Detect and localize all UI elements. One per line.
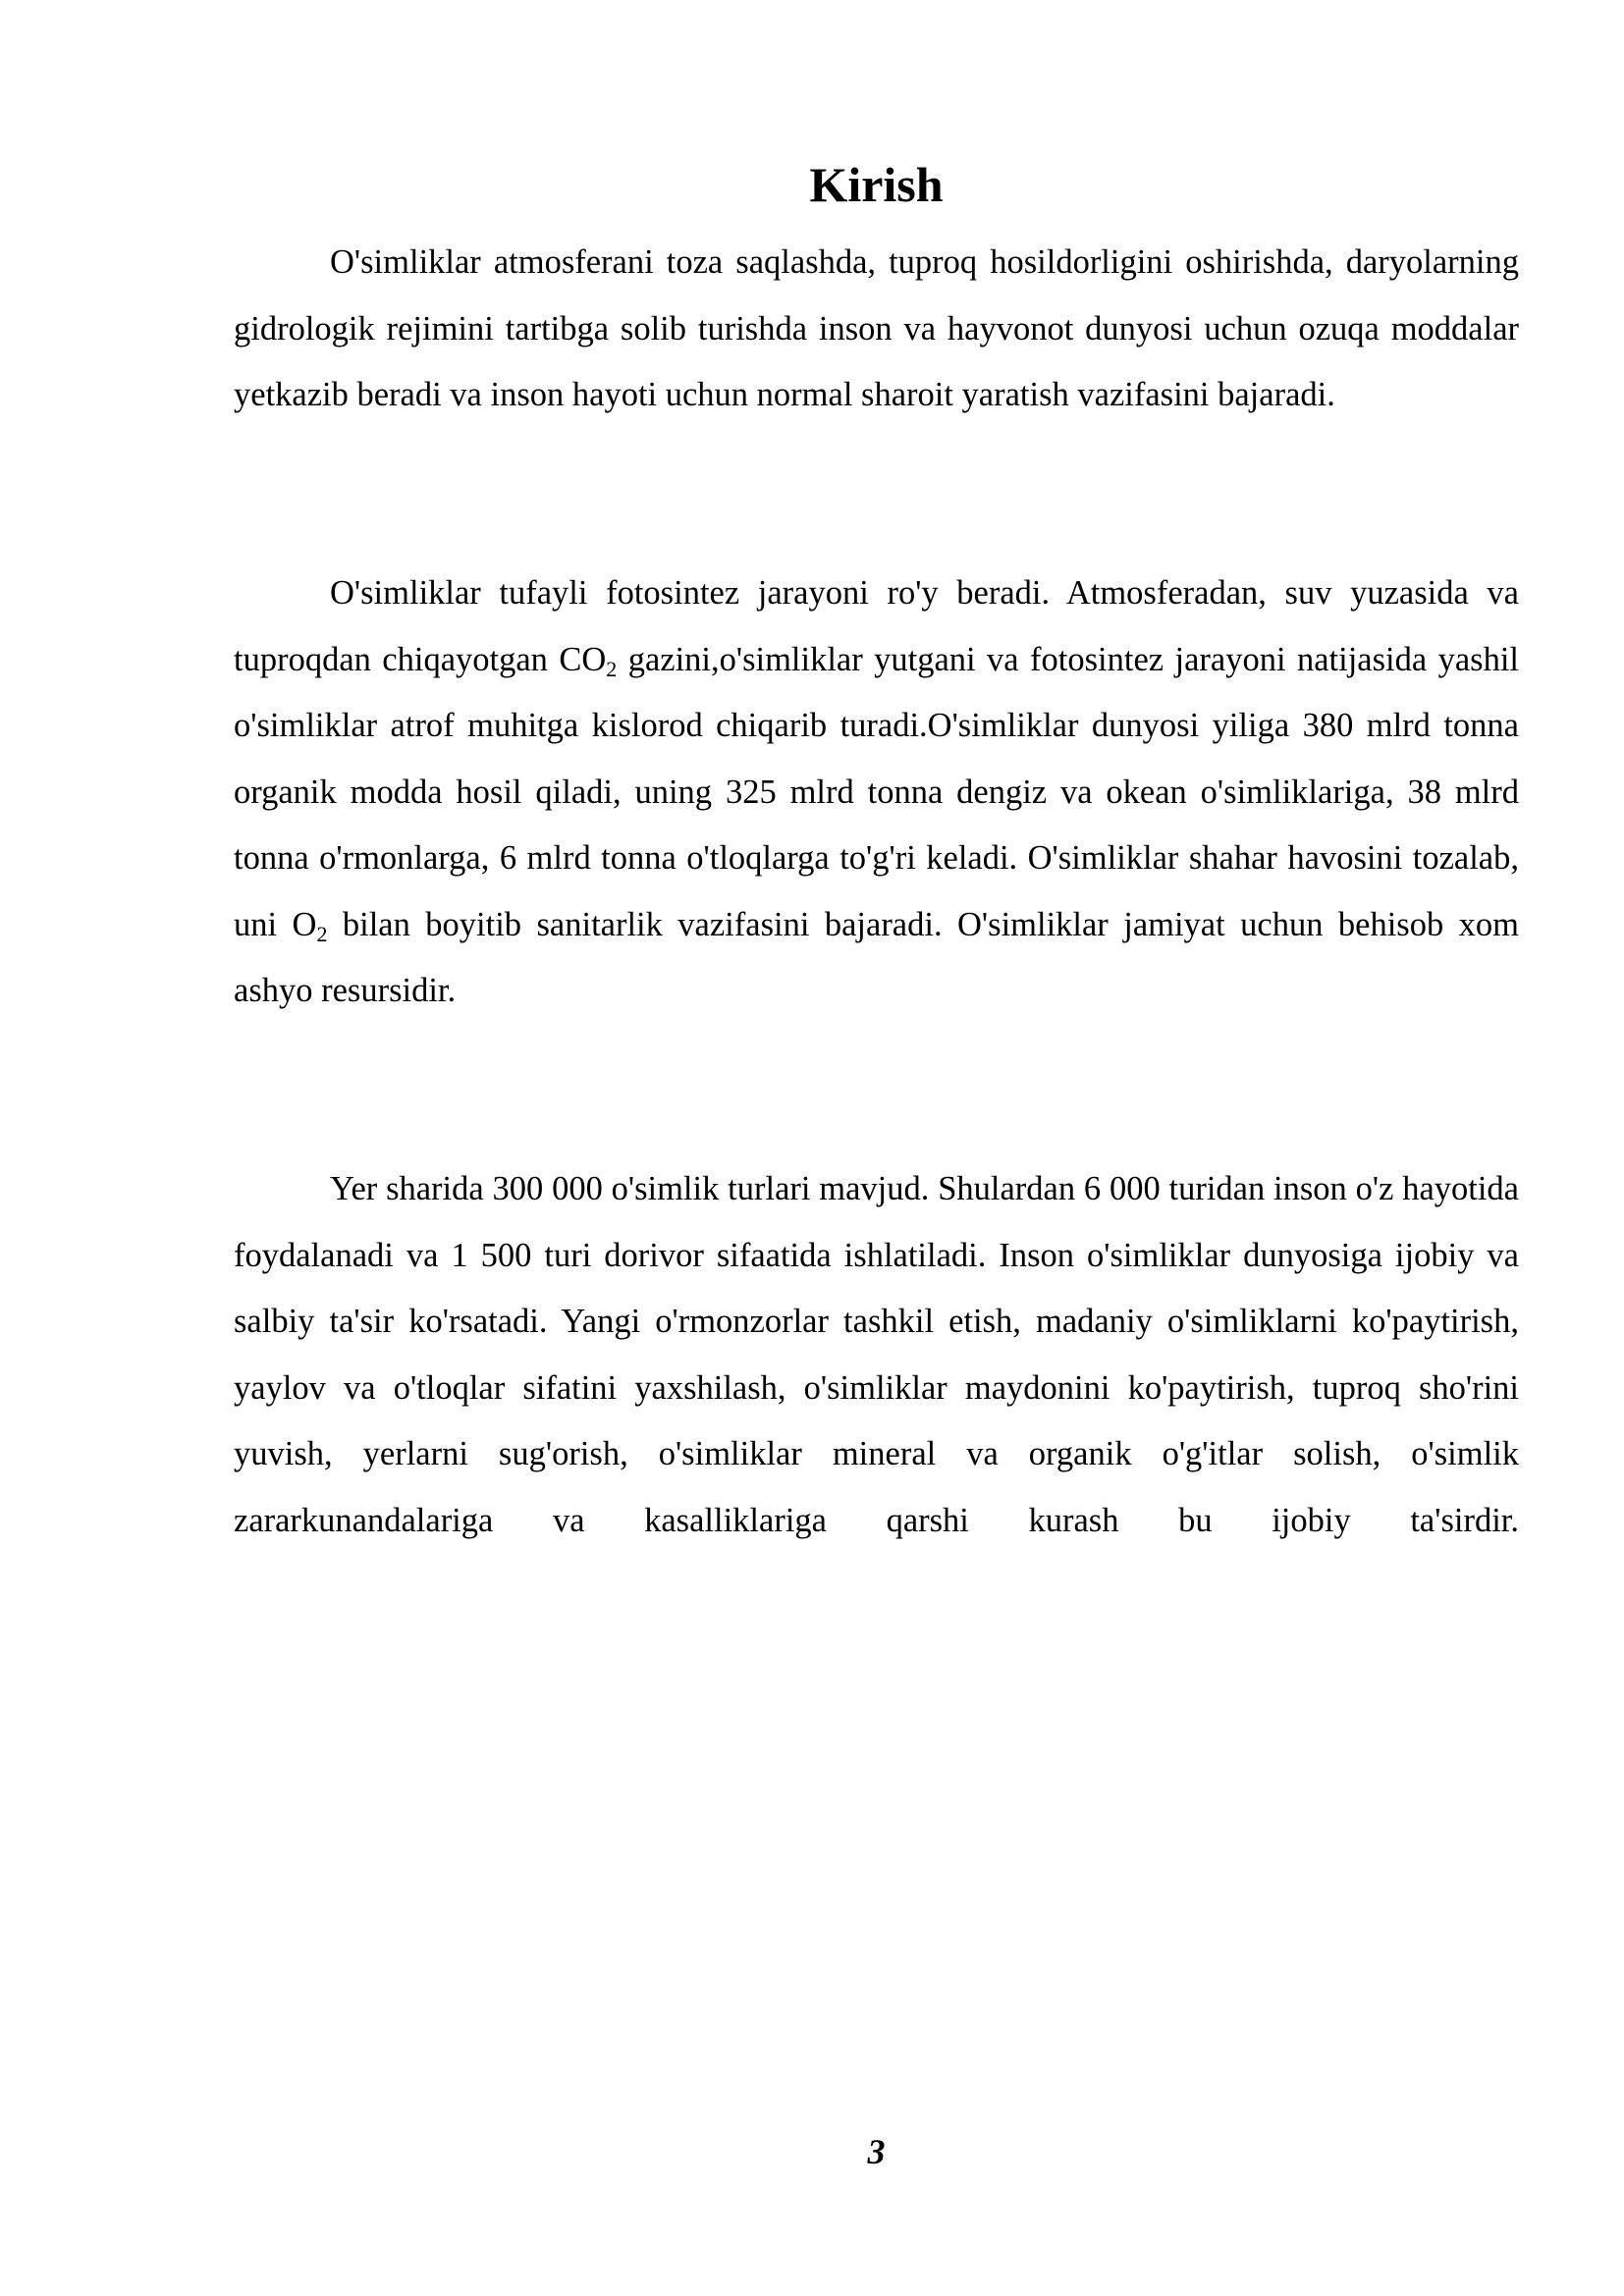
page-number: 3 — [867, 2132, 886, 2171]
paragraph-intro: O'simliklar atmosferani toza saqlashda, tuproq hosildorligini oshirishda, daryolarning gidrologik rejimini tartibga solib turishda inson va hayvonot dunyosi uchun ozuqa moddalar yetkazib beradi va inson hayoti uchun normal sharoit yaratish vazifasini bajaradi. — [234, 243, 1519, 413]
paragraph-photosynthesis-part1: O'simliklar tufayli fotosintez jarayoni ro'y beradi. Atmosferadan, suv yuzasida va tuproqdan chiqayotgan CO — [234, 574, 1519, 678]
co2-subscript: 2 — [606, 656, 618, 681]
paragraph-photosynthesis-part2: gazini,o'simliklar yutgani va fotosintez jarayoni natijasida yashil o'simliklar atrof muhitga kislorod chiqarib turadi.O'simliklar dunyosi yiliga 380 mlrd tonna organik modda hosil qiladi, uning 325 mlrd tonna dengiz va okean o'simliklariga, 38 mlrd tonna o'rmonlarga, 6 mlrd tonna o'tloqlarga to'g'ri keladi. O'simliklar shahar havosini tozalab, uni O — [234, 640, 1519, 943]
o2-subscript: 2 — [316, 921, 328, 946]
page-title: Kirish — [809, 157, 944, 212]
paragraph-photosynthesis-part3: bilan boyitib sanitarlik vazifasini bajaradi. O'simliklar jamiyat uchun behisob xom ashyo resursidir. — [234, 905, 1519, 1009]
paragraph-plant-species: Yer sharida 300 000 o'simlik turlari mavjud. Shulardan 6 000 turidan inson o'z hayotida foydalanadi va 1 500 turi dorivor sifaatida ishlatiladi. Inson o'simliklar dunyosiga ijobiy va salbiy ta'sir ko'rsatadi. Yangi o'rmonzorlar tashkil etish, madaniy o'simliklarni ko'paytirish, yaylov va o'tloqlar sifatini yaxshilash, o'simliklar maydonini ko'paytirish, tuproq sho'rini yuvish, yerlarni sug'orish, o'simliklar mineral va organik o'g'itlar solish, o'simlik zararkunandalariga va kasalliklariga qarshi kurash bu ijobiy ta'sirdir. — [234, 1170, 1519, 1539]
paragraph-photosynthesis — [234, 561, 1519, 1025]
